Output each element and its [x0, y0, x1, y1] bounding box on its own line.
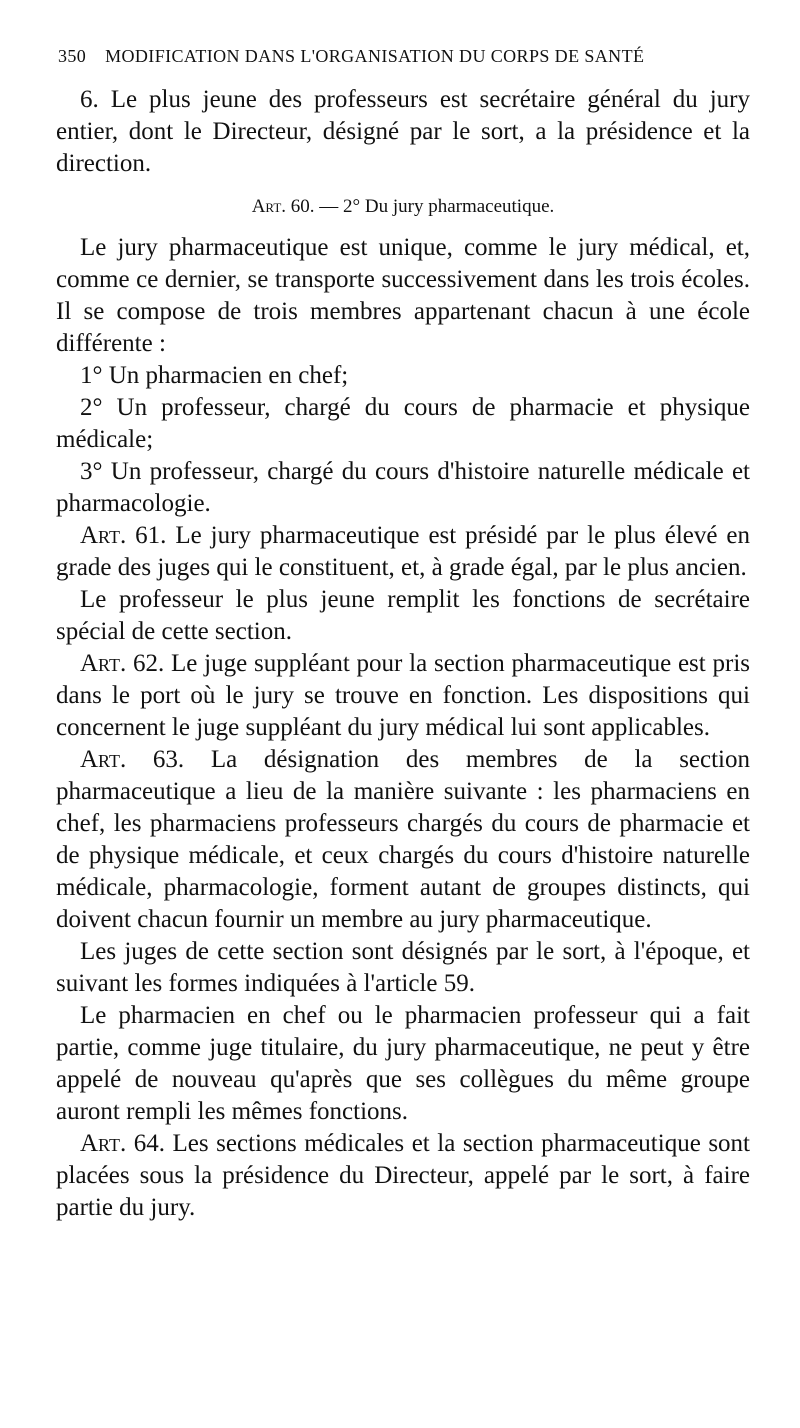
article-60-title: — 2° Du jury pharmaceutique. [319, 196, 555, 217]
paragraph-6: 6. Le plus jeune des professeurs est secrétaire général du jury entier, dont le Directeur, désigné par le sort, a la présidence et la direction. [56, 86, 750, 177]
running-header [58, 46, 758, 67]
paragraph-secretaire: Le professeur le plus jeune remplit les fonctions de secrétaire spécial de cette section. [56, 586, 750, 645]
article-64-label: Art. 64. [80, 1130, 165, 1157]
list-item-1: 1° Un pharmacien en chef; [80, 362, 349, 389]
article-60-label: Art. 60. [251, 196, 315, 217]
paragraph-jury-unique: Le jury pharmaceutique est unique, comme le jury médical, et, comme ce dernier, se transporte successivement dans les trois écoles. Il se compose de trois membres appartenant chacun à une école différente : [56, 234, 750, 357]
article-61 [56, 520, 750, 584]
article-61-label: Art. 61. [80, 522, 167, 549]
body-text [56, 84, 750, 1224]
article-62-label: Art. 62. [80, 650, 165, 677]
article-63 [56, 744, 750, 936]
paragraph-pharmacien-en-chef: Le pharmacien en chef ou le pharmacien professeur qui a fait partie, comme juge titulaire, du jury pharmaceutique, ne peut y être appelé de nouveau qu'après que ses collègues du même groupe auront rempli les mêmes fonctions. [56, 1002, 750, 1125]
list-item-3: 3° Un professeur, chargé du cours d'histoire naturelle médicale et pharmacologie. [56, 458, 750, 517]
page-number: 350 [58, 46, 87, 66]
article-64 [56, 1128, 750, 1224]
article-63-label: Art. 63. [80, 746, 185, 773]
article-63-text: La désignation des membres de la section pharmaceutique a lieu de la manière suivante : les pharmaciens en chef, les pharmaciens professeurs chargés du cours de pharmacie et de physique médicale, et ceux chargés du cours d'histoire naturelle médicale, pharmacologie, forment autant de groupes distincts, qui doivent chacun fournir un membre au jury pharmaceutique. [56, 746, 751, 933]
article-62-text: Le juge suppléant pour la section pharmaceutique est pris dans le port où le jury se trouve en fonction. Les dispositions qui concernent le juge suppléant du jury médical lui sont applicables. [56, 650, 750, 741]
article-61-text: Le jury pharmaceutique est présidé par le plus élevé en grade des juges qui le constituent, et, à grade égal, par le plus ancien. [56, 522, 750, 581]
paragraph-juges-sort: Les juges de cette section sont désignés par le sort, à l'époque, et suivant les formes indiquées à l'article 59. [56, 938, 750, 997]
article-60-heading [56, 196, 750, 218]
article-64-text: Les sections médicales et la section pharmaceutique sont placées sous la présidence du Directeur, appelé par le sort, à faire partie du jury. [56, 1130, 750, 1221]
running-title: MODIFICATION DANS L'ORGANISATION DU CORPS DE SANTÉ [105, 46, 645, 66]
list-item-2: 2° Un professeur, chargé du cours de pharmacie et physique médicale; [56, 394, 750, 453]
article-62 [56, 648, 750, 744]
